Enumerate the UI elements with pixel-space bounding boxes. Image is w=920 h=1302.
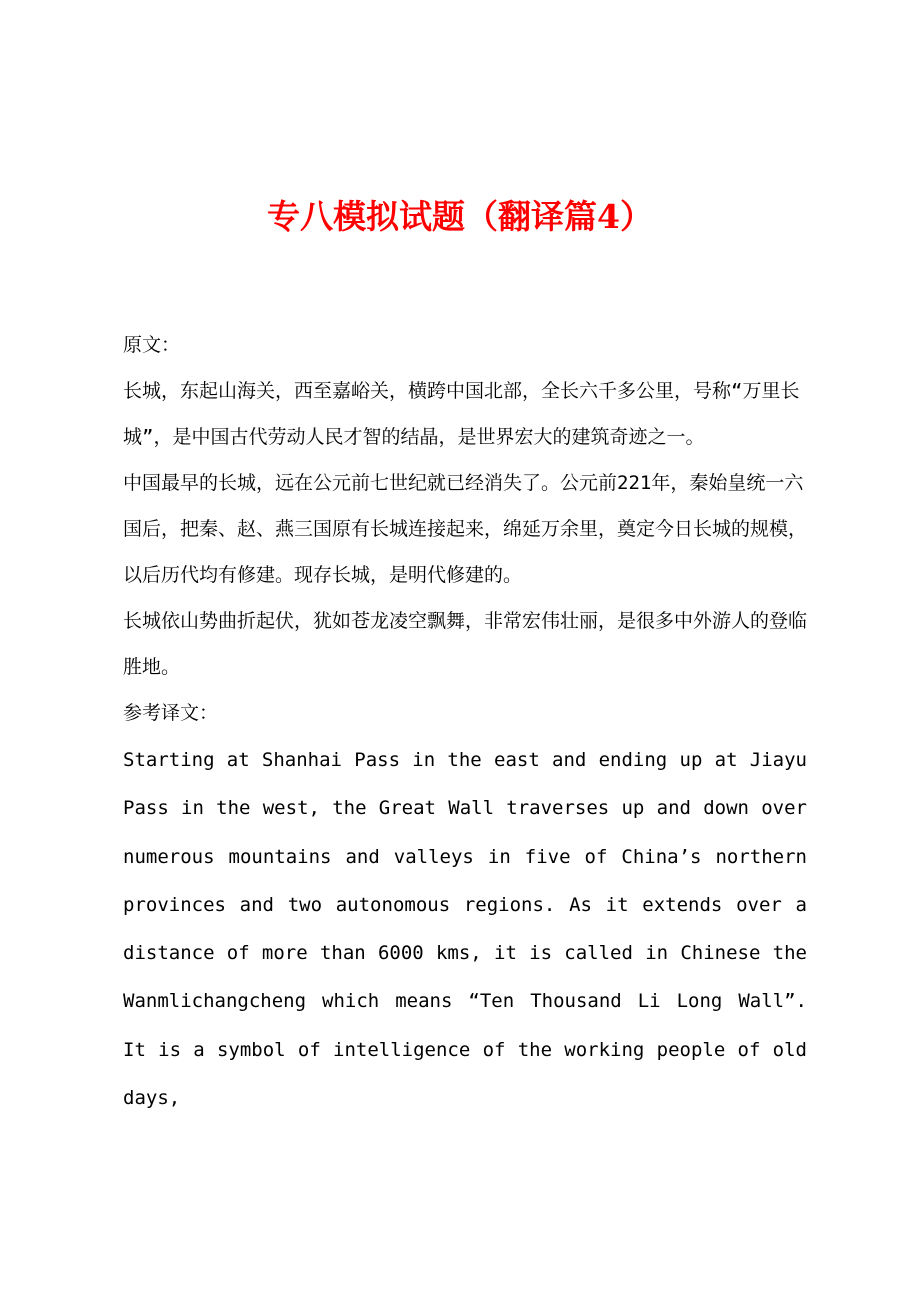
document-body <box>123 322 807 1122</box>
original-label: 原文： <box>123 334 181 356</box>
translation-label: 参考译文： <box>123 702 219 724</box>
translation-paragraph: Starting at Shanhai Pass in the east and ending up at Jiayu Pass in the west, the Great Wall traverses up and down over numerous mountains and valleys in five of China’s northern provinces and two autonomous regions. As it extends over a distance of more than 6000 kms, it is called in Chinese the Wanmlichangcheng which means “Ten Thousand Li Long Wall”. It is a symbol of intelligence of the working people of old days, <box>123 749 807 1110</box>
original-paragraph-2: 中国最早的长城，远在公元前七世纪就已经消失了。公元前221年，秦始皇统一六国后，把秦、赵、燕三国原有长城连接起来，绵延万余里，奠定今日长城的规模，以后历代均有修建。现存长城，是明代修建的。 <box>123 472 808 586</box>
original-paragraph-3: 长城依山势曲折起伏，犹如苍龙凌空飘舞，非常宏伟壮丽，是很多中外游人的登临胜地。 <box>123 610 808 678</box>
original-paragraph-1: 长城，东起山海关，西至嘉峪关，横跨中国北部，全长六千多公里，号称“万里长城”，是中国古代劳动人民才智的结晶，是世界宏大的建筑奇迹之一。 <box>123 380 800 448</box>
page-title: 专八模拟试题（翻译篇4） <box>267 197 653 236</box>
